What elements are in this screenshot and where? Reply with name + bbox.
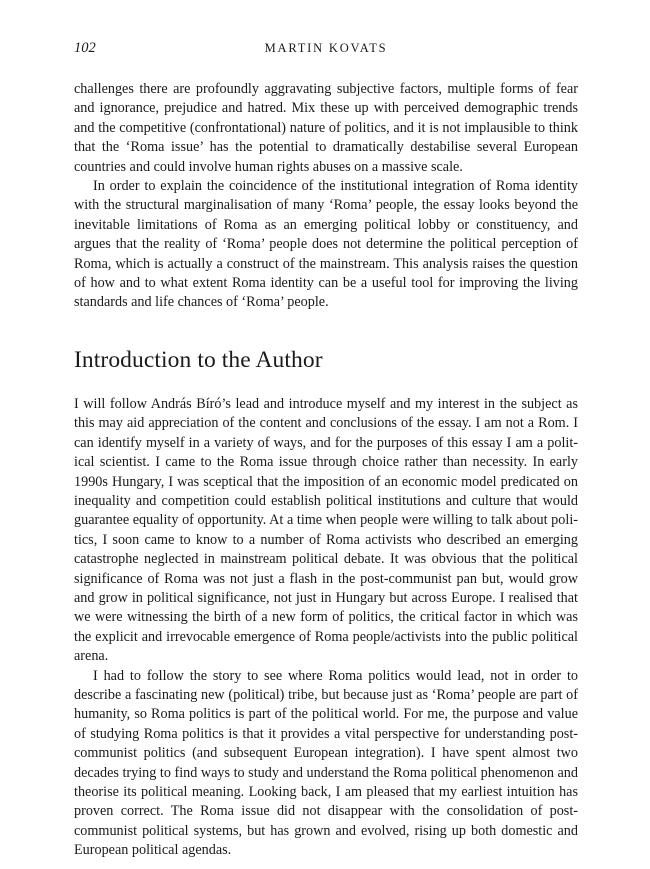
section-heading: Introduction to the Author xyxy=(74,346,323,373)
paragraph-continued: challenges there are profoundly aggravating subjective factors, multiple forms of fear and ignorance, prejudice and hatred. Mix these up with perceived demographic trends and the competitive (confrontational) nature of politics, and it is not implausible to think that the ‘Roma issue’ has the potential to dramatically destabilise several European countries and could involve human rights abuses on a massive scale. xyxy=(74,81,578,175)
page-number: 102 xyxy=(74,40,96,56)
running-head xyxy=(74,40,578,60)
paragraph-author-story: I had to follow the story to see where Roma politics would lead, not in order to describe a fascinating new (political) tribe, but because just as ‘Roma’ people are part of humanity, so Roma politics is part of the political world. For me, the purpose and value of studying Roma politics is that it provides a vital perspective for understanding post-communist politics (and subsequent European integration). I have spent almost two decades trying to find ways to study and understand the Roma political phenomenon and theorise its political meaning. Looking back, I am pleased that my earliest intuition has proven correct. The Roma issue did not disappear with the consolidation of post-communist political systems, but has grown and evolved, rising up both domestic and European political agendas. xyxy=(74,667,578,859)
book-page xyxy=(74,40,578,861)
paragraph-author-intro: I will follow András Bíró’s lead and introduce myself and my interest in the subject as this may aid appreciation of the content and conclusions of the essay. I am not a Rom. I can identify myself in a variety of ways, and for the purposes of this essay I am a political scientist. I came to the Roma issue through choice rather than necessity. In early 1990s Hungary, I was sceptical that the imposition of an economic model predicated on inequality and competition could establish political institutions and culture that would guarantee equality of opportunity. At a time when people were willing to talk about politics, I soon came to know to a number of Roma activists who described an emerging catastrophe neglected in mainstream political debate. It was obvious that the political significance of Roma was not just a flash in the post-communist pan but, would grow and grow in political significance, not just in Hungary but across Europe. I realised that we were witnessing the birth of a new form of politics, the critical factor in which was the explicit and irrevocable emergence of Roma people/activists into the public political arena. xyxy=(74,395,578,665)
paragraph-essay-scope: In order to explain the coincidence of the institutional integration of Roma identity with the structural marginalisation of many ‘Roma’ people, the essay looks beyond the inevitable limitations of Roma as an emerging political lobby or constituency, and argues that the reality of ‘Roma’ people does not determine the political perception of Roma, which is actually a construct of the mainstream. This analysis raises the question of how and to what extent Roma identity can be a useful tool for improving the living standards and life chances of ‘Roma’ people. xyxy=(74,178,578,311)
running-head-author: MARTIN KOVATS xyxy=(264,41,388,55)
body-text xyxy=(74,80,578,861)
